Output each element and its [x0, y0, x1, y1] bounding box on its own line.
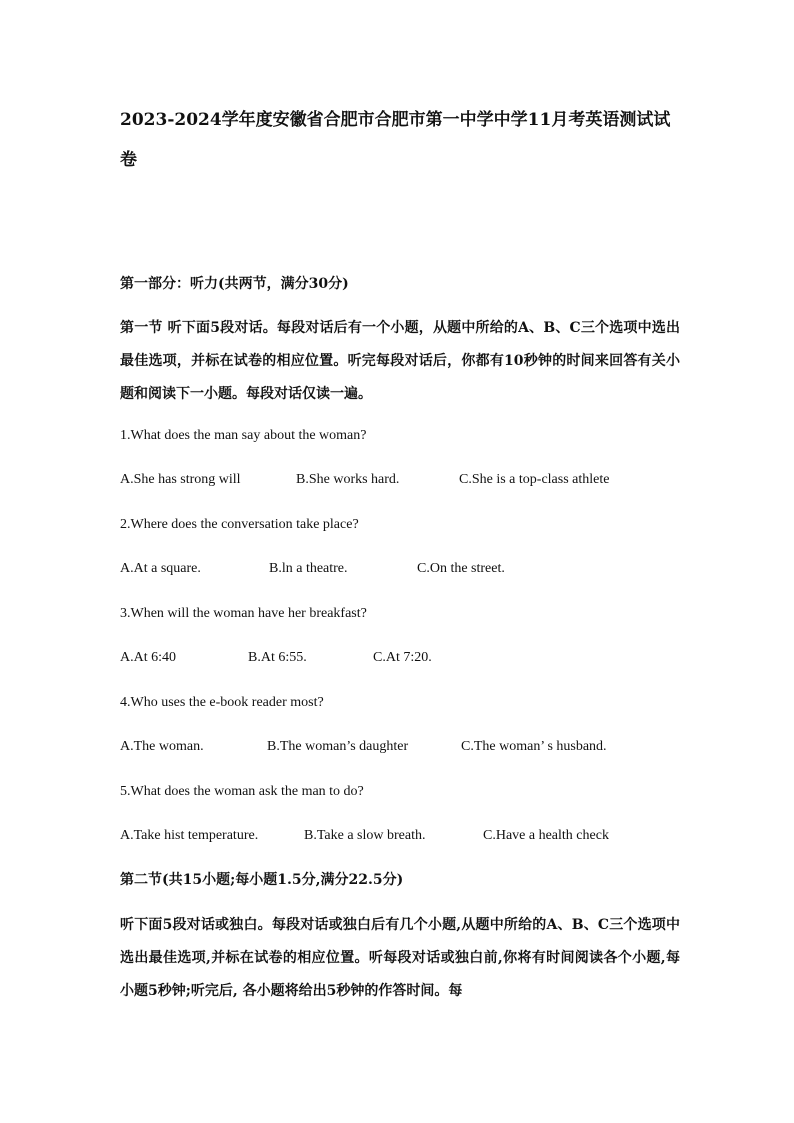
section2-heading: 第二节(共15小题;每小题1.5分,满分22.5分): [120, 872, 404, 888]
question-3-option-a: A.At 6:40: [120, 650, 176, 665]
question-3-option-b: B.At 6:55.: [248, 650, 307, 665]
question-3-option-c: C.At 7:20.: [373, 650, 432, 665]
question-5-option-c: C.Have a health check: [483, 828, 609, 843]
question-4-option-c: C.The woman’ s husband.: [461, 739, 607, 754]
question-1-stem: 1.What does the man say about the woman?: [120, 428, 367, 443]
question-1-option-a: A.She has strong will: [120, 472, 241, 487]
question-1-option-b: B.She works hard.: [296, 472, 400, 487]
part1-heading: 第一部分：听力(共两节，满分30分): [120, 276, 349, 292]
question-4-stem: 4.Who uses the e-book reader most?: [120, 695, 324, 710]
question-5-stem: 5.What does the woman ask the man to do?: [120, 784, 364, 799]
section1-instructions: 第一节 听下面5段对话。每段对话后有一个小题，从题中所给的A、B、C三个选项中选出最佳选项，并标在试卷的相应位置。听完每段对话后，你都有10秒钟的时间来回答有关小题和阅读下一小题。每段对话仅读一遍。: [120, 320, 680, 402]
question-1-option-c: C.She is a top-class athlete: [459, 472, 610, 487]
question-5-option-a: A.Take hist temperature.: [120, 828, 259, 843]
question-2-option-c: C.On the street.: [417, 561, 505, 576]
page-title: 2023-2024学年度安徽省合肥市合肥市第一中学中学11月考英语测试试卷: [120, 110, 671, 170]
question-3-stem: 3.When will the woman have her breakfast?: [120, 606, 367, 621]
question-4-option-a: A.The woman.: [120, 739, 204, 754]
question-2-option-a: A.At a square.: [120, 561, 201, 576]
question-2-option-b: B.ln a theatre.: [269, 561, 348, 576]
question-2-stem: 2.Where does the conversation take place?: [120, 517, 359, 532]
question-5-option-b: B.Take a slow breath.: [304, 828, 426, 843]
section2-instructions: 听下面5段对话或独白。每段对话或独白后有几个小题,从题中所给的A、B、C三个选项中选出最佳选项,并标在试卷的相应位置。听每段对话或独白前,你将有时间阅读各个小题,每小题5秒钟;听完后, 各小题将给出5秒钟的作答时间。每: [120, 917, 680, 999]
question-4-option-b: B.The woman’s daughter: [267, 739, 409, 754]
